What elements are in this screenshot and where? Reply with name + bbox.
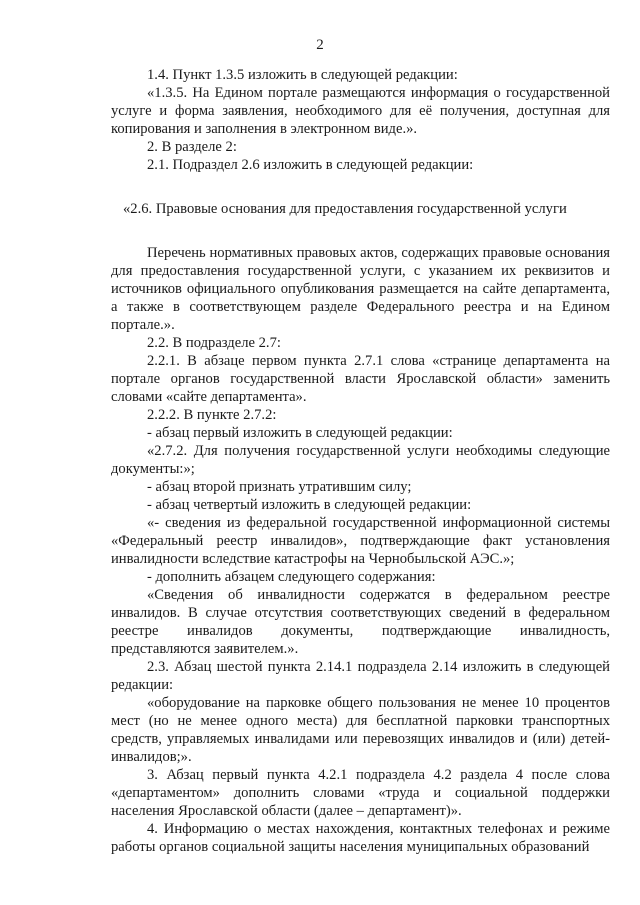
paragraph-disability-text: «Сведения об инвалидности содержатся в федеральном реестре инвалидов. В случае отсутствия соответствующих сведений в федеральном реестре инвалидов документы, подтверждающие инвалидность, представляются заявителем.».	[111, 587, 610, 657]
paragraph-2-2-1: 2.2.1. В абзаце первом пункта 2.7.1 слова «странице департамента на портале органов государственной власти Ярославской области» заменить словами «сайте департамента».	[111, 353, 610, 405]
page-number: 2	[316, 37, 324, 53]
paragraph-2-2: 2.2. В подразделе 2.7:	[147, 335, 281, 351]
paragraph-add-item: - дополнить абзацем следующего содержания:	[147, 569, 436, 585]
paragraph-3: 3. Абзац первый пункта 4.2.1 подраздела 4.2 раздела 4 после слова «департаментом» дополнить словами «труда и социальной поддержки населения Ярославской области (далее – департамент)».	[111, 767, 610, 819]
paragraph-2-6-text: Перечень нормативных правовых актов, содержащих правовые основания для предоставления государственной услуги, с указанием их реквизитов и источников официального опубликования размещается на сайте департамента, а также в соответствующем разделе Федерального реестра и на Едином портале.».	[111, 245, 610, 333]
paragraph-2-2-2: 2.2.2. В пункте 2.7.2:	[147, 407, 277, 423]
paragraph-1-3-5-text: «1.3.5. На Едином портале размещаются информация о государственной услуге и форма заявления, необходимого для её получения, доступная для копирования и заполнения в электронном виде.».	[111, 85, 610, 137]
section-heading-2-6: «2.6. Правовые основания для предоставления государственной услуги	[123, 201, 567, 217]
paragraph-4: 4. Информацию о местах нахождения, контактных телефонах и режиме работы органов социальной защиты населения муниципальных образований	[111, 821, 610, 855]
paragraph-item-second: - абзац второй признать утратившим силу;	[147, 479, 412, 495]
paragraph-2-3: 2.3. Абзац шестой пункта 2.14.1 подраздела 2.14 изложить в следующей редакции:	[111, 659, 610, 693]
paragraph-parking-text: «оборудование на парковке общего пользования не менее 10 процентов мест (но не менее одного места) для бесплатной парковки транспортных средств, управляемых инвалидами или перевозящих инвалидов и (или) детей-инвалидов;».	[111, 695, 610, 765]
paragraph-2-7-2-text: «2.7.2. Для получения государственной услуги необходимы следующие документы:»;	[111, 443, 610, 477]
paragraph-2: 2. В разделе 2:	[147, 139, 237, 155]
paragraph-1-4: 1.4. Пункт 1.3.5 изложить в следующей редакции:	[147, 67, 458, 83]
paragraph-item-first: - абзац первый изложить в следующей редакции:	[147, 425, 453, 441]
paragraph-2-1: 2.1. Подраздел 2.6 изложить в следующей редакции:	[147, 157, 474, 173]
paragraph-item-fourth: - абзац четвертый изложить в следующей редакции:	[147, 497, 472, 513]
document-body	[111, 66, 610, 856]
paragraph-registry-text: «- сведения из федеральной государственной информационной системы «Федеральный реестр инвалидов», подтверждающие факт установления инвалидности вследствие катастрофы на Чернобыльской АЭС.»;	[111, 515, 610, 567]
